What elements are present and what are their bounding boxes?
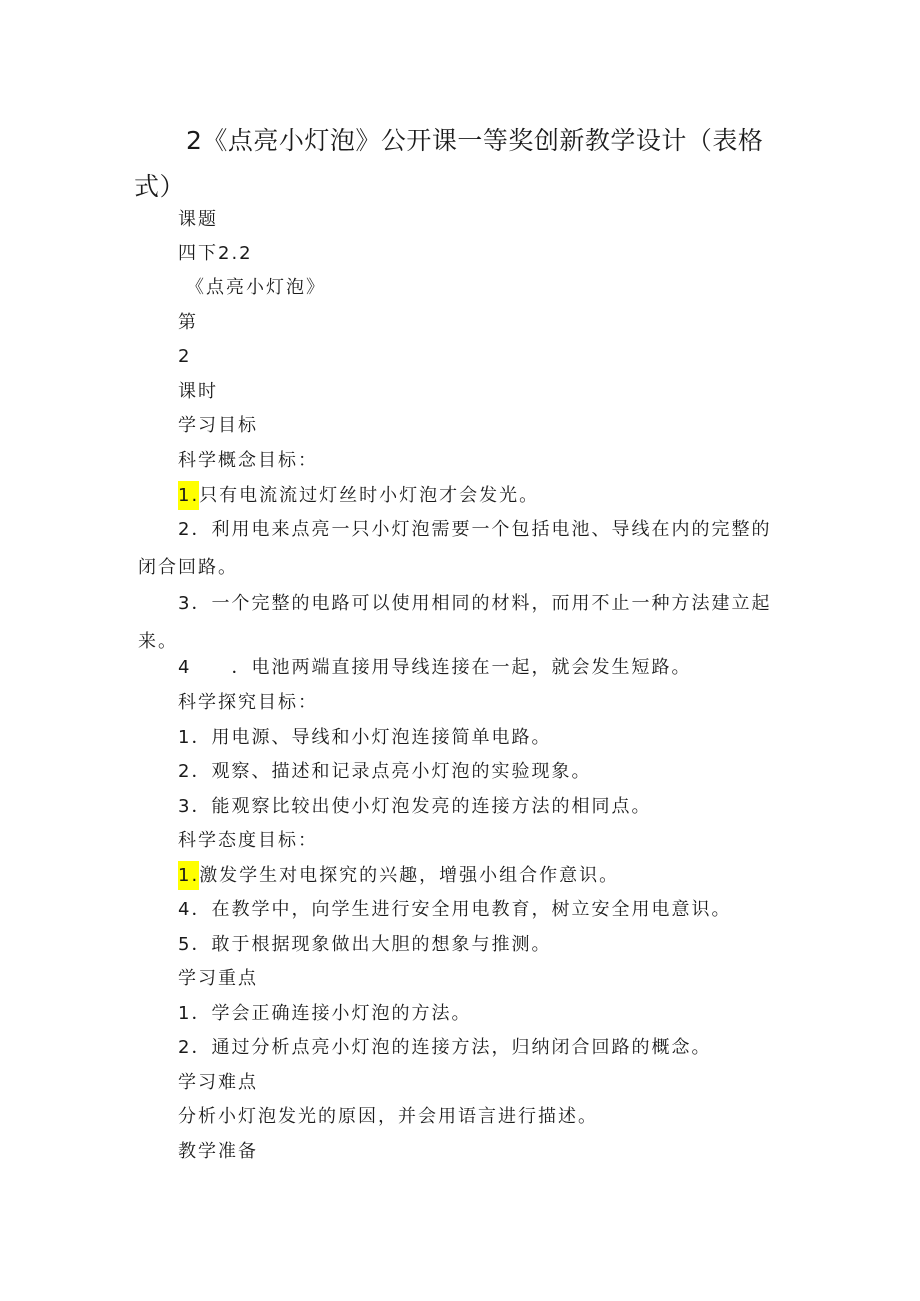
subsection-heading: 科学概念目标： [178,450,318,471]
list-item: 3．一个完整的电路可以使用相同的材料，而用不止一种方法建立起来。 [138,593,772,652]
subsection-heading: 科学态度目标： [178,830,318,851]
section-heading: 教学准备 [178,1141,258,1162]
list-item: 4．在教学中，向学生进行安全用电教育，树立安全用电意识。 [178,899,732,920]
section-heading: 学习难点 [178,1072,258,1093]
list-item-text: 激发学生对电探究的兴趣，增强小组合作意识。 [199,865,620,886]
section-heading: 学习目标 [178,415,258,436]
subsection-heading: 科学探究目标： [178,692,318,713]
document-title: 2《点亮小灯泡》公开课一等奖创新教学设计（表格式） [134,126,764,201]
list-item: 1．用电源、导线和小灯泡连接简单电路。 [178,727,552,748]
list-item: 5．敢于根据现象做出大胆的想象与推测。 [178,934,552,955]
section-heading: 学习重点 [178,968,258,989]
list-item: 2．通过分析点亮小灯泡的连接方法，归纳闭合回路的概念。 [178,1037,712,1058]
text-line: 课时 [178,381,218,402]
list-item: 3．能观察比较出使小灯泡发亮的连接方法的相同点。 [178,796,652,817]
highlighted-list-marker: 1. [178,481,199,510]
text-line: 分析小灯泡发光的原因，并会用语言进行描述。 [178,1106,598,1127]
list-item: 2．观察、描述和记录点亮小灯泡的实验现象。 [178,761,592,782]
text-line: 四下2.2 [178,243,253,264]
text-line: 课题 [178,209,218,230]
text-line: 《点亮小灯泡》 [186,277,326,298]
list-item-text: 只有电流流过灯丝时小灯泡才会发光。 [199,485,540,506]
text-line: 第 [178,312,198,333]
list-item [178,859,619,893]
text-line: 2 [178,346,192,367]
list-item: 4 ．电池两端直接用导线连接在一起，就会发生短路。 [178,657,692,678]
highlighted-list-marker: 1. [178,861,199,890]
list-item [178,479,539,513]
list-item: 1．学会正确连接小灯泡的方法。 [178,1003,472,1024]
list-item: 2．利用电来点亮一只小灯泡需要一个包括电池、导线在内的完整的闭合回路。 [138,519,772,578]
